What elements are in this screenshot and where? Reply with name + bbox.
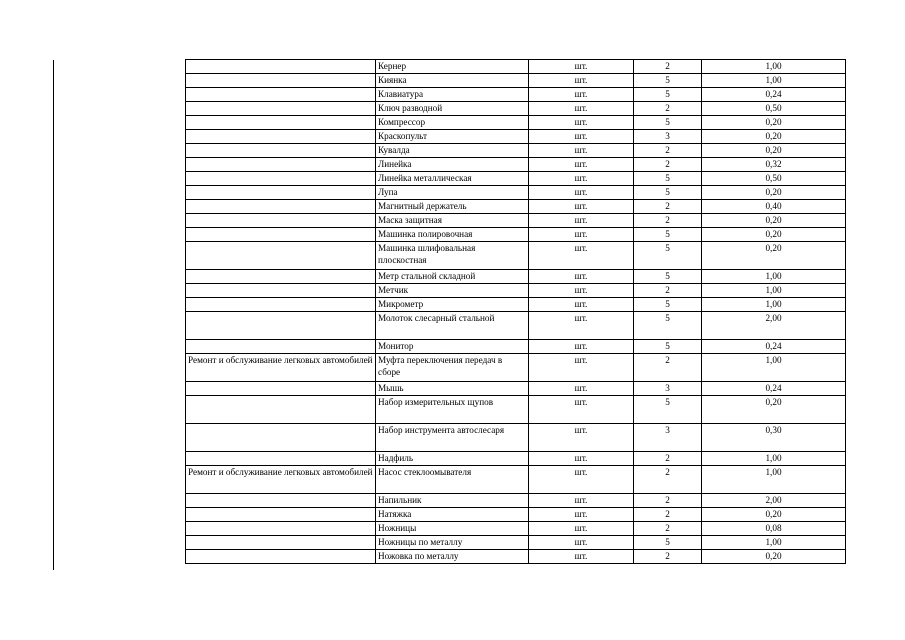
item-name-cell: Машинка полировочная [376,228,529,242]
coefficient-cell: 0,24 [702,88,846,102]
category-cell [186,172,376,186]
table-row [186,242,846,270]
category-cell [186,522,376,536]
item-name-cell: Метр стальной складной [376,270,529,284]
table-row [186,102,846,116]
quantity-cell: 5 [634,536,702,550]
page-margin-line [53,60,54,570]
unit-cell: шт. [529,396,634,424]
item-name-cell: Микрометр [376,298,529,312]
table-row [186,130,846,144]
coefficient-cell: 1,00 [702,466,846,494]
coefficient-cell: 1,00 [702,536,846,550]
item-name-cell: Линейка металлическая [376,172,529,186]
coefficient-cell: 0,32 [702,158,846,172]
unit-cell: шт. [529,312,634,340]
unit-cell: шт. [529,102,634,116]
item-name-cell: Ножовка по металлу [376,550,529,564]
category-cell [186,214,376,228]
table-row [186,354,846,382]
item-name-cell: Киянка [376,74,529,88]
coefficient-cell: 0,20 [702,550,846,564]
unit-cell: шт. [529,116,634,130]
item-name-cell: Натяжка [376,508,529,522]
unit-cell: шт. [529,158,634,172]
table-row [186,172,846,186]
table-row [186,298,846,312]
unit-cell: шт. [529,508,634,522]
category-cell [186,228,376,242]
quantity-cell: 2 [634,214,702,228]
coefficient-cell: 0,20 [702,396,846,424]
item-name-cell: Мышь [376,382,529,396]
coefficient-cell: 1,00 [702,298,846,312]
quantity-cell: 5 [634,340,702,354]
quantity-cell: 2 [634,494,702,508]
table-row [186,550,846,564]
coefficient-cell: 0,40 [702,200,846,214]
quantity-cell: 2 [634,158,702,172]
quantity-cell: 2 [634,452,702,466]
unit-cell: шт. [529,242,634,270]
category-cell [186,74,376,88]
item-name-cell: Напильник [376,494,529,508]
quantity-cell: 5 [634,88,702,102]
quantity-cell: 2 [634,466,702,494]
item-name-cell: Монитор [376,340,529,354]
unit-cell: шт. [529,382,634,396]
quantity-cell: 5 [634,396,702,424]
category-cell: Ремонт и обслуживание легковых автомобилей [186,354,376,382]
unit-cell: шт. [529,284,634,298]
quantity-cell: 2 [634,200,702,214]
item-name-cell: Компрессор [376,116,529,130]
coefficient-cell: 1,00 [702,354,846,382]
category-cell [186,396,376,424]
coefficient-cell: 0,20 [702,186,846,200]
table-row [186,312,846,340]
unit-cell: шт. [529,522,634,536]
quantity-cell: 2 [634,550,702,564]
table-row [186,228,846,242]
category-cell [186,508,376,522]
table-row [186,88,846,102]
unit-cell: шт. [529,270,634,284]
coefficient-cell: 1,00 [702,60,846,74]
category-cell [186,158,376,172]
table-row [186,186,846,200]
item-name-cell: Машинка шлифовальная плоскостная [376,242,529,270]
category-cell [186,284,376,298]
unit-cell: шт. [529,298,634,312]
category-cell [186,536,376,550]
quantity-cell: 5 [634,228,702,242]
unit-cell: шт. [529,466,634,494]
category-cell [186,494,376,508]
coefficient-cell: 0,20 [702,214,846,228]
item-name-cell: Маска защитная [376,214,529,228]
quantity-cell: 5 [634,242,702,270]
quantity-cell: 2 [634,522,702,536]
unit-cell: шт. [529,130,634,144]
item-name-cell: Ножницы по металлу [376,536,529,550]
unit-cell: шт. [529,494,634,508]
table-row [186,200,846,214]
table-row [186,60,846,74]
quantity-cell: 3 [634,130,702,144]
category-cell [186,200,376,214]
category-cell [186,550,376,564]
unit-cell: шт. [529,214,634,228]
unit-cell: шт. [529,88,634,102]
coefficient-cell: 0,20 [702,228,846,242]
coefficient-cell: 1,00 [702,284,846,298]
category-cell [186,242,376,270]
item-name-cell: Надфиль [376,452,529,466]
item-name-cell: Лупа [376,186,529,200]
table-row [186,522,846,536]
equipment-table [185,59,846,564]
table-row [186,494,846,508]
table-row [186,536,846,550]
quantity-cell: 5 [634,312,702,340]
item-name-cell: Метчик [376,284,529,298]
category-cell [186,144,376,158]
quantity-cell: 5 [634,116,702,130]
category-cell [186,270,376,284]
table-row [186,270,846,284]
coefficient-cell: 0,50 [702,102,846,116]
unit-cell: шт. [529,172,634,186]
category-cell [186,312,376,340]
table-row [186,284,846,298]
item-name-cell: Клавиатура [376,88,529,102]
table-row [186,158,846,172]
item-name-cell: Насос стеклоомывателя [376,466,529,494]
quantity-cell: 2 [634,102,702,116]
unit-cell: шт. [529,452,634,466]
unit-cell: шт. [529,340,634,354]
unit-cell: шт. [529,200,634,214]
category-cell [186,116,376,130]
category-cell [186,102,376,116]
category-cell [186,88,376,102]
item-name-cell: Ножницы [376,522,529,536]
item-name-cell: Набор измерительных щупов [376,396,529,424]
coefficient-cell: 0,20 [702,242,846,270]
category-cell [186,452,376,466]
unit-cell: шт. [529,228,634,242]
coefficient-cell: 0,24 [702,382,846,396]
table-row [186,74,846,88]
quantity-cell: 5 [634,74,702,88]
category-cell [186,60,376,74]
item-name-cell: Линейка [376,158,529,172]
coefficient-cell: 0,50 [702,172,846,186]
quantity-cell: 5 [634,172,702,186]
item-name-cell: Кернер [376,60,529,74]
coefficient-cell: 0,08 [702,522,846,536]
quantity-cell: 3 [634,424,702,452]
coefficient-cell: 0,30 [702,424,846,452]
category-cell: Ремонт и обслуживание легковых автомобилей [186,466,376,494]
table-row [186,116,846,130]
quantity-cell: 2 [634,60,702,74]
quantity-cell: 5 [634,270,702,284]
unit-cell: шт. [529,536,634,550]
unit-cell: шт. [529,186,634,200]
unit-cell: шт. [529,354,634,382]
item-name-cell: Кувалда [376,144,529,158]
coefficient-cell: 1,00 [702,74,846,88]
unit-cell: шт. [529,60,634,74]
coefficient-cell: 1,00 [702,270,846,284]
quantity-cell: 5 [634,186,702,200]
table-row [186,508,846,522]
quantity-cell: 2 [634,354,702,382]
quantity-cell: 2 [634,144,702,158]
category-cell [186,424,376,452]
unit-cell: шт. [529,550,634,564]
item-name-cell: Набор инструмента автослесаря [376,424,529,452]
table-row [186,214,846,228]
table-row [186,424,846,452]
table-row [186,144,846,158]
item-name-cell: Муфта переключения передач в сборе [376,354,529,382]
item-name-cell: Магнитный держатель [376,200,529,214]
quantity-cell: 2 [634,284,702,298]
table-row [186,340,846,354]
coefficient-cell: 0,20 [702,508,846,522]
table-row [186,396,846,424]
category-cell [186,298,376,312]
coefficient-cell: 2,00 [702,494,846,508]
table-row [186,466,846,494]
table-row [186,382,846,396]
quantity-cell: 2 [634,508,702,522]
category-cell [186,382,376,396]
item-name-cell: Ключ разводной [376,102,529,116]
coefficient-cell: 0,20 [702,116,846,130]
category-cell [186,186,376,200]
item-name-cell: Краскопульт [376,130,529,144]
coefficient-cell: 0,24 [702,340,846,354]
item-name-cell: Молоток слесарный стальной [376,312,529,340]
category-cell [186,130,376,144]
table-row [186,452,846,466]
category-cell [186,340,376,354]
coefficient-cell: 0,20 [702,130,846,144]
unit-cell: шт. [529,144,634,158]
quantity-cell: 3 [634,382,702,396]
coefficient-cell: 0,20 [702,144,846,158]
unit-cell: шт. [529,74,634,88]
unit-cell: шт. [529,424,634,452]
quantity-cell: 5 [634,298,702,312]
coefficient-cell: 1,00 [702,452,846,466]
coefficient-cell: 2,00 [702,312,846,340]
